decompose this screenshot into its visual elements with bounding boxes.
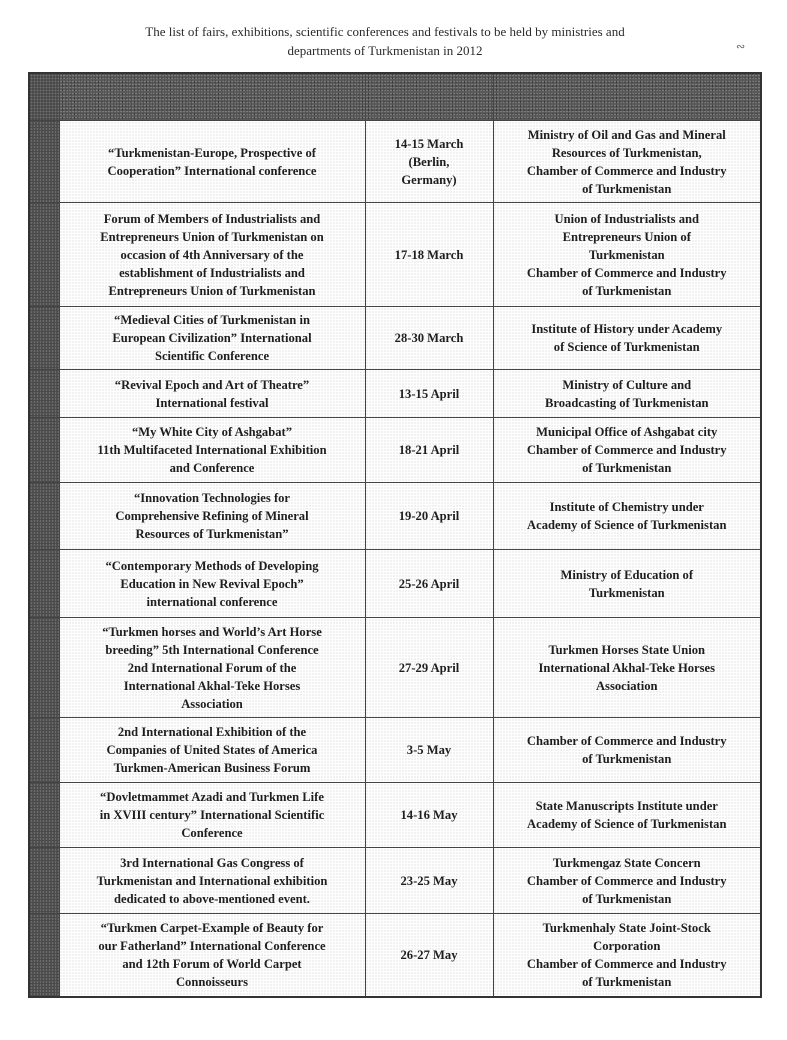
event-organizer-line: Turkmen Horses State Union [548,642,706,657]
event-organizer-line: Chamber of Commerce and Industry [526,443,727,457]
event-name-line: Turkmenistan and International exhibition [96,873,328,888]
event-organizer-line: Corporation [593,938,661,953]
event-name-line: and Conference [169,461,255,475]
event-name-line: Conference [181,826,243,840]
event-name-line: Comprehensive Refining of Mineral [115,509,309,523]
event-name-line: “Turkmen Carpet-Example of Beauty for [100,920,324,935]
event-organizer-line: Municipal Office of Ashgabat city [536,425,718,439]
event-organizer-line: Union of Industrialists and [554,211,700,226]
event-date-line: 19-20 April [398,509,460,523]
row-number-cell [29,914,59,997]
event-organizer-line: of Turkmenistan [582,752,672,766]
event-name-line: “Revival Epoch and Art of Theatre” [114,377,310,392]
event-organizer-line: of Turkmenistan [582,461,672,475]
event-name-line: and 12th Forum of World Carpet [122,956,302,971]
event-name-line: Connoisseurs [175,974,249,989]
event-organizer-line: of Science of Turkmenistan [553,340,700,354]
event-name-line: establishment of Industrialists and [119,265,305,280]
row-number-cell [29,848,59,914]
event-name-line: “Contemporary Methods of Developing [105,558,319,573]
event-name-cell [59,483,365,550]
event-name-line: Cooperation” International conference [107,163,317,178]
row-number-cell [29,618,59,718]
event-name-line: European Civilization” International [112,331,312,345]
event-name-cell [59,914,365,997]
event-organizer-cell [493,307,761,370]
row-number-cell [29,783,59,848]
header-number-cell [29,73,59,121]
row-number-cell [29,418,59,483]
event-name-line: breeding” 5th International Conference [105,642,319,657]
page-title-line-2: departments of Turkmenistan in 2012 [287,43,483,58]
event-name-cell [59,418,365,483]
event-name-line: International festival [155,395,269,410]
table-row [29,483,761,550]
table-row [29,914,761,997]
event-organizer-line: of Turkmenistan [582,974,672,989]
event-name-cell [59,307,365,370]
event-name-cell [59,848,365,914]
event-organizer-line: Turkmenistan [588,247,665,262]
event-date-cell [365,370,493,418]
event-organizer-line: Resources of Turkmenistan, [551,145,702,160]
event-date-cell [365,121,493,203]
event-name-line: 11th Multifaceted International Exhibition [97,443,327,457]
event-organizer-line: of Turkmenistan [582,283,672,298]
event-name-line: in XVIII century” International Scientific [99,808,325,822]
event-date-cell [365,483,493,550]
event-name-line: international conference [146,594,278,609]
row-number-cell [29,121,59,203]
event-name-line: Resources of Turkmenistan” [135,527,289,541]
event-name-line: Scientific Conference [154,349,270,363]
event-date-line: 28-30 March [394,331,464,345]
event-name-line: Forum of Members of Industrialists and [103,211,321,226]
event-organizer-cell [493,848,761,914]
event-name-line: 2nd International Exhibition of the [117,725,307,739]
event-name-line: “Turkmen horses and World’s Art Horse [102,624,322,639]
event-date-line: 13-15 April [398,386,460,401]
event-date-line: 3-5 May [406,743,452,757]
event-name-cell [59,718,365,783]
event-date-line: 18-21 April [398,443,460,457]
event-date-line: 23-25 May [400,873,458,888]
event-date-line: 14-16 May [400,808,458,822]
table-header-row [29,73,761,121]
event-name-line: Entrepreneurs Union of Turkmenistan [108,283,316,298]
event-date-line: 26-27 May [400,947,458,962]
table-row [29,550,761,618]
event-date-cell [365,848,493,914]
event-organizer-line: Turkmengaz State Concern [552,855,701,870]
page-title [60,22,710,60]
event-organizer-line: Academy of Science of Turkmenistan [527,817,727,831]
scan-mark-icon: ∾ [736,41,746,53]
event-name-line: dedicated to above-mentioned event. [114,891,310,906]
event-organizer-line: International Akhal-Teke Horses [538,660,716,675]
event-date-cell [365,718,493,783]
event-name-cell [59,203,365,307]
table-row [29,718,761,783]
event-name-cell [59,618,365,718]
event-name-line: 3rd International Gas Congress of [120,855,304,870]
event-organizer-line: Ministry of Oil and Gas and Mineral [527,127,726,142]
event-date-cell [365,203,493,307]
event-organizer-line: Chamber of Commerce and Industry [526,956,727,971]
event-organizer-cell [493,203,761,307]
header-event-cell [59,73,365,121]
event-organizer-line: of Turkmenistan [582,181,672,196]
event-date-cell [365,550,493,618]
table-row [29,370,761,418]
event-name-line: Companies of United States of America [106,743,318,757]
row-number-cell [29,550,59,618]
row-number-cell [29,483,59,550]
event-organizer-cell [493,914,761,997]
event-organizer-cell [493,718,761,783]
event-date-line: (Berlin, [408,154,450,169]
row-number-cell [29,718,59,783]
event-date-line: 27-29 April [398,660,460,675]
table-row [29,203,761,307]
event-date-line: 14-15 March [394,136,464,151]
event-name-line: Entrepreneurs Union of Turkmenistan on [100,229,324,244]
event-name-line: Turkmen-American Business Forum [113,761,311,775]
event-name-line: “My White City of Ashgabat” [132,425,292,439]
page-title-line-1: The list of fairs, exhibitions, scientific conferences and festivals to be held by ministries and [145,24,625,39]
table-row [29,848,761,914]
table-row [29,783,761,848]
event-name-line: “Medieval Cities of Turkmenistan in [114,313,310,327]
header-date-cell [365,73,493,121]
event-date-line: 17-18 March [394,247,464,262]
event-name-line: Education in New Revival Epoch” [120,576,304,591]
table-row [29,418,761,483]
event-date-cell [365,618,493,718]
event-date-line: 25-26 April [398,576,460,591]
event-date-cell [365,307,493,370]
table-row [29,618,761,718]
event-organizer-line: Institute of Chemistry under [549,500,704,514]
event-organizer-line: Academy of Science of Turkmenistan [527,518,727,532]
event-name-cell [59,550,365,618]
event-date-cell [365,914,493,997]
event-organizer-cell [493,783,761,848]
event-organizer-line: Chamber of Commerce and Industry [526,265,727,280]
row-number-cell [29,203,59,307]
header-organizer-cell [493,73,761,121]
event-organizer-line: Entrepreneurs Union of [562,229,691,244]
event-name-cell [59,783,365,848]
event-organizer-line: of Turkmenistan [582,891,672,906]
event-organizer-line: State Manuscripts Institute under [535,799,718,813]
event-name-line: occasion of 4th Anniversary of the [120,247,304,262]
event-name-line: our Fatherland” International Conference [98,938,326,953]
event-organizer-line: Turkmenhaly State Joint-Stock [542,920,711,935]
event-name-cell [59,121,365,203]
event-organizer-cell [493,418,761,483]
event-organizer-line: Chamber of Commerce and Industry [526,163,727,178]
event-organizer-cell [493,550,761,618]
row-number-cell [29,370,59,418]
event-name-cell [59,370,365,418]
event-organizer-cell [493,370,761,418]
event-organizer-line: Broadcasting of Turkmenistan [544,395,709,410]
event-organizer-cell [493,483,761,550]
event-organizer-cell [493,121,761,203]
event-name-line: International Akhal-Teke Horses [123,678,301,693]
row-number-cell [29,307,59,370]
event-name-line: 2nd International Forum of the [127,660,297,675]
event-organizer-line: Ministry of Education of [560,567,694,582]
event-name-line: “Dovletmammet Azadi and Turkmen Life [100,790,324,804]
event-organizer-line: Association [595,678,658,693]
event-organizer-line: Turkmenistan [588,585,665,600]
event-name-line: Association [181,696,243,711]
events-table [28,72,762,998]
event-organizer-line: Chamber of Commerce and Industry [526,873,727,888]
event-name-line: “Innovation Technologies for [133,491,291,505]
event-organizer-line: Institute of History under Academy [531,322,723,336]
event-organizer-cell [493,618,761,718]
event-date-cell [365,783,493,848]
event-date-line: Germany) [401,172,457,187]
event-name-line: “Turkmenistan-Europe, Prospective of [108,145,316,160]
event-date-cell [365,418,493,483]
table-row [29,121,761,203]
table-row [29,307,761,370]
event-organizer-line: Chamber of Commerce and Industry [526,734,727,748]
event-organizer-line: Ministry of Culture and [562,377,692,392]
